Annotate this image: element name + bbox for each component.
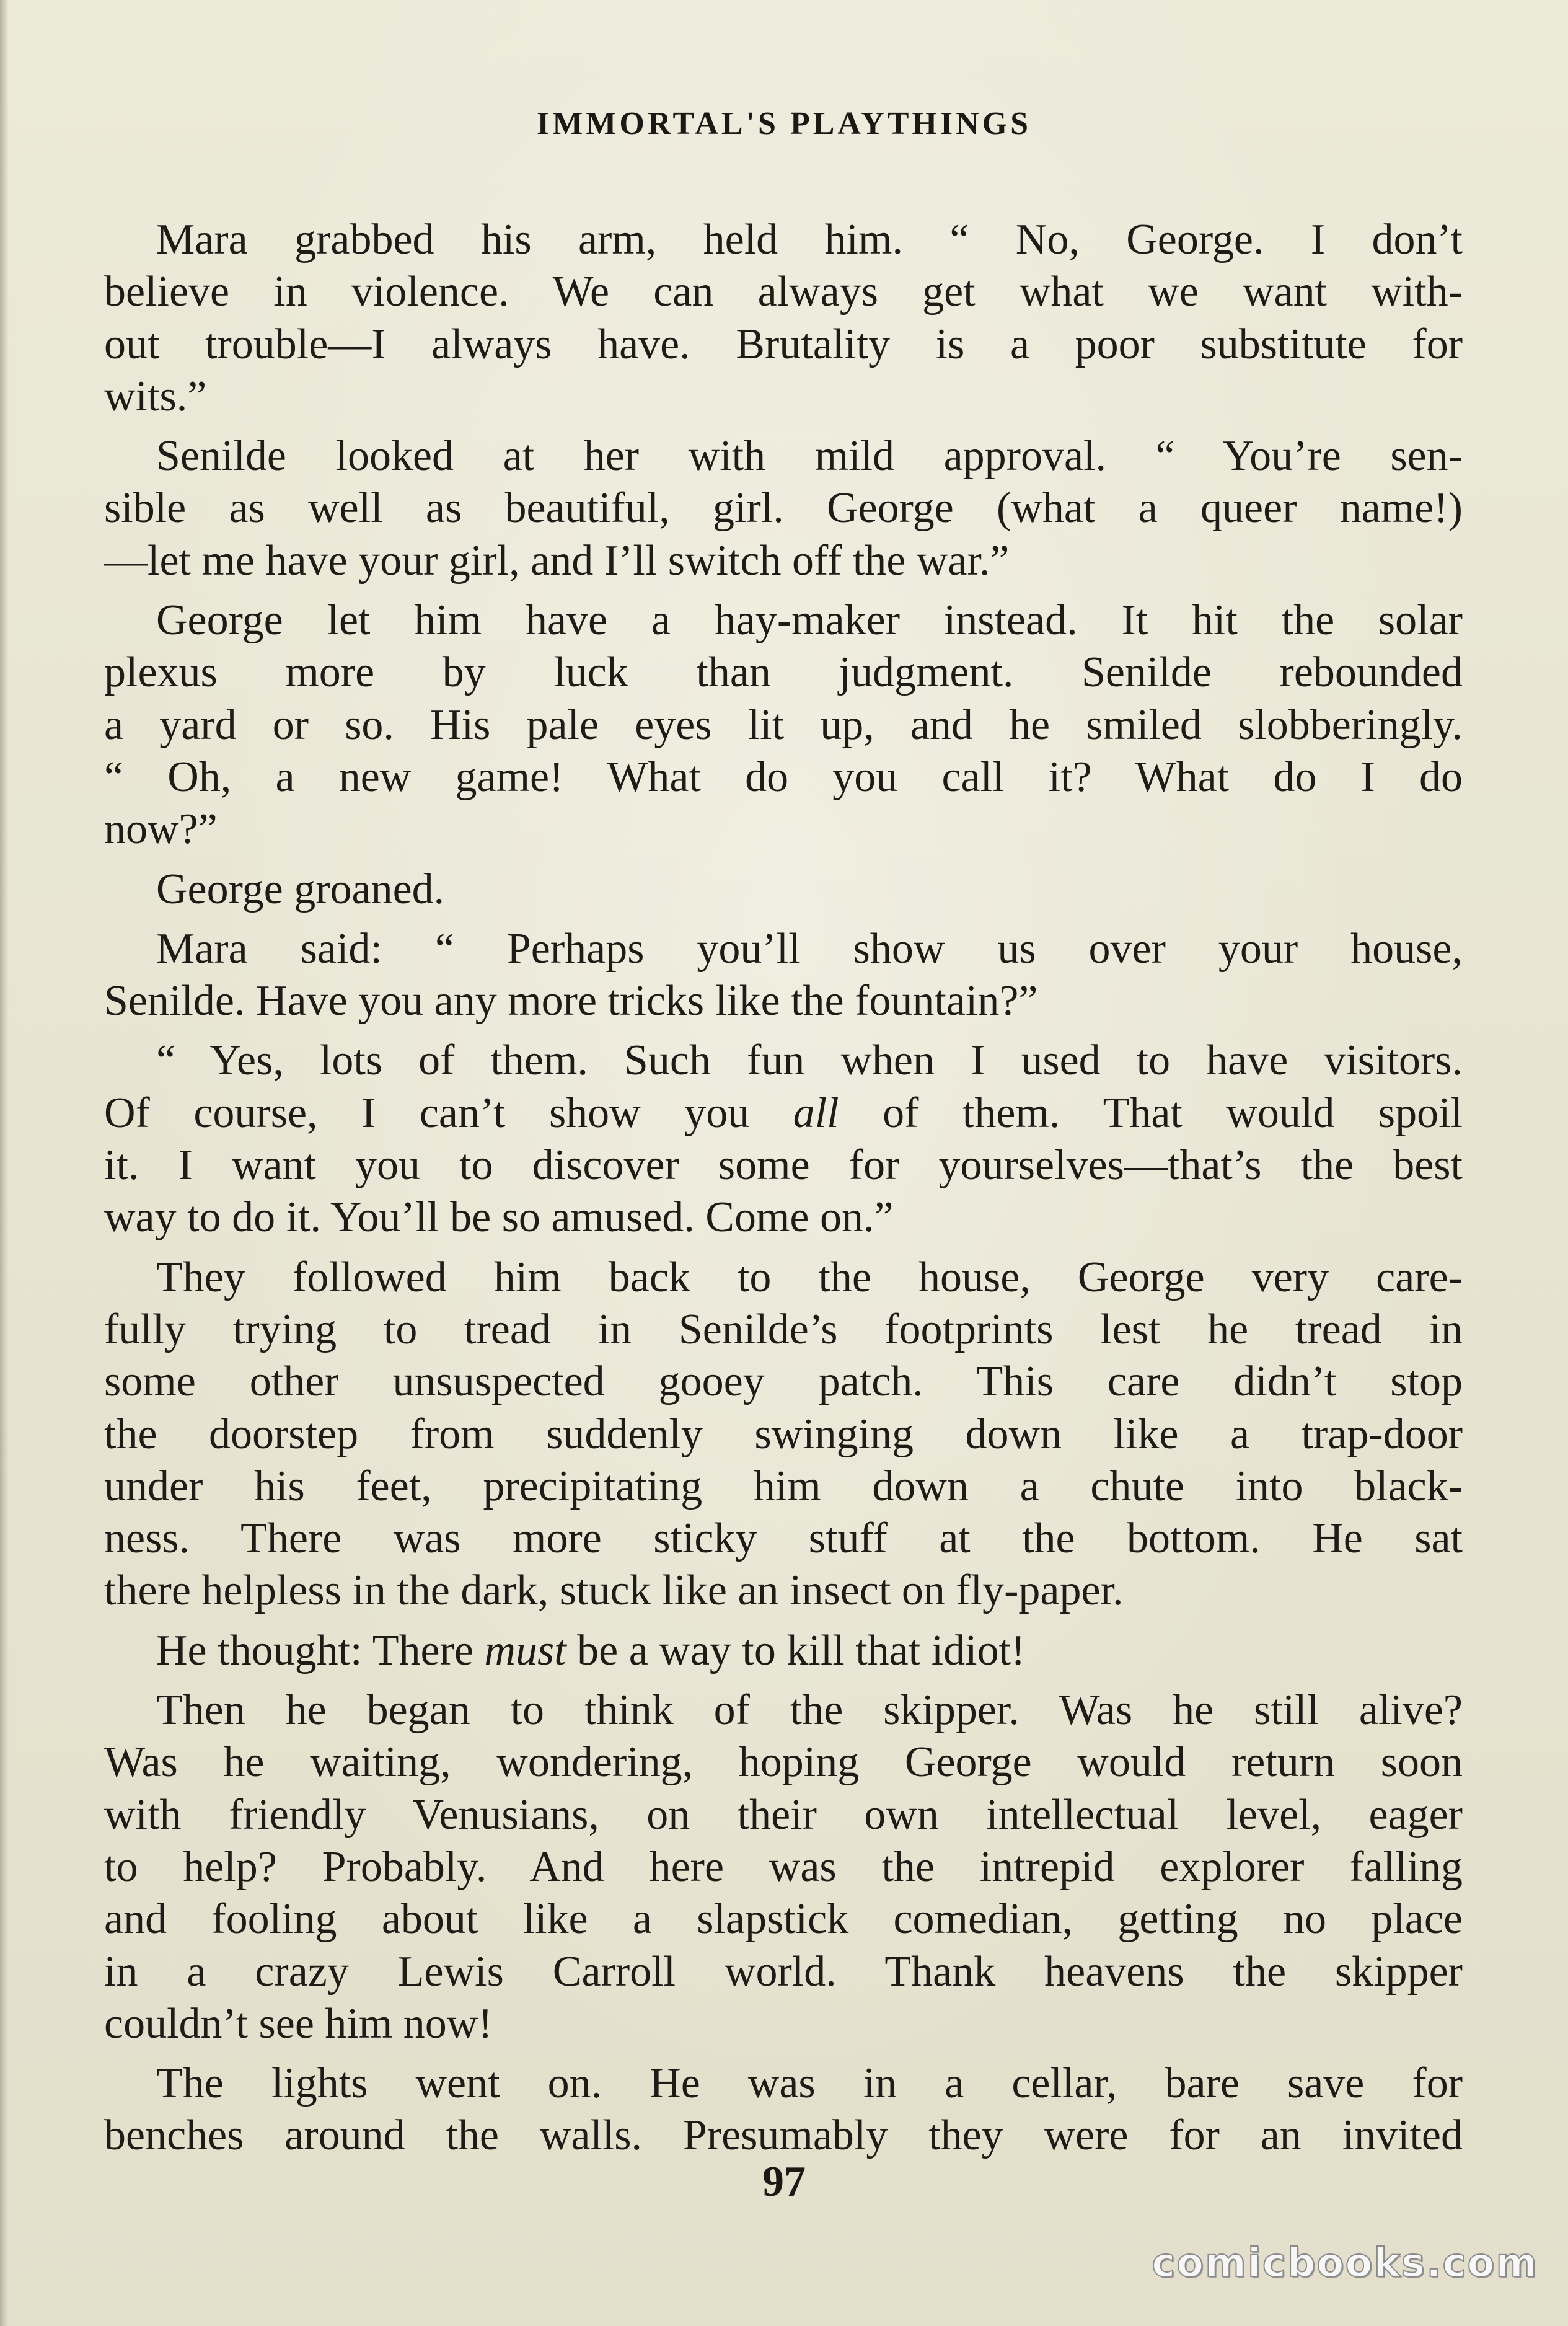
text-line: believe in violence. We can always get what we want with- bbox=[104, 268, 1463, 316]
text-line: “ Yes, lots of them. Such fun when I used to have visitors. bbox=[156, 1037, 1463, 1085]
text-line: with friendly Venusians, on their own intellectual level, eager bbox=[104, 1790, 1463, 1839]
paragraph bbox=[104, 923, 1463, 1028]
text-line: a yard or so. His pale eyes lit up, and he smiled slobberingly. bbox=[104, 701, 1463, 749]
text-line: wits.” bbox=[104, 372, 207, 420]
text-line: now?” bbox=[104, 805, 218, 854]
text-line: in a crazy Lewis Carroll world. Thank heavens the skipper bbox=[104, 1947, 1463, 1996]
running-head: IMMORTAL'S PLAYTHINGS bbox=[536, 106, 1032, 141]
text-line: Was he waiting, wondering, hoping George would return soon bbox=[104, 1738, 1463, 1787]
paragraph bbox=[104, 430, 1463, 587]
text-line: Mara grabbed his arm, held him. “ No, George. I don’t bbox=[156, 216, 1463, 263]
paragraph bbox=[104, 864, 1463, 916]
text-line: Senilde. Have you any more tricks like the fountain?” bbox=[104, 977, 1038, 1025]
text-line: Of course, I can’t show you all of them. That would spoil bbox=[104, 1089, 1463, 1137]
paragraph bbox=[104, 1252, 1463, 1617]
paragraph bbox=[104, 214, 1463, 423]
text-line: and fooling about like a slapstick comedian, getting no place bbox=[104, 1895, 1463, 1943]
text-line: benches around the walls. Presumably they were for an invited bbox=[104, 2112, 1463, 2160]
text-line: “ Oh, a new game! What do you call it? What do I do bbox=[104, 753, 1463, 801]
text-line: to help? Probably. And here was the intrepid explorer falling bbox=[104, 1842, 1463, 1891]
text-line: He thought: There must be a way to kill that idiot! bbox=[156, 1626, 1026, 1674]
body-text bbox=[104, 214, 1463, 2170]
page-number: 97 bbox=[762, 2158, 806, 2206]
text-line: Senilde looked at her with mild approval. “ You’re sen- bbox=[156, 432, 1463, 480]
paragraph bbox=[104, 1625, 1463, 1677]
text-line: way to do it. You’ll be so amused. Come on.” bbox=[104, 1193, 894, 1242]
text-line: some other unsuspected gooey patch. This care didn’t stop bbox=[104, 1358, 1463, 1406]
paragraph bbox=[104, 1684, 1463, 2050]
text-line: sible as well as beautiful, girl. George (what a queer name!) bbox=[104, 484, 1463, 533]
paragraph bbox=[104, 1035, 1463, 1244]
text-line: The lights went on. He was in a cellar, bare save for bbox=[156, 2059, 1463, 2108]
text-line: —let me have your girl, and I’ll switch off the war.” bbox=[104, 536, 1010, 585]
text-line: it. I want you to discover some for yourselves—that’s the best bbox=[104, 1141, 1463, 1190]
text-line: the doorstep from suddenly swinging down like a trap-door bbox=[104, 1410, 1463, 1458]
text-line: plexus more by luck than judgment. Senilde rebounded bbox=[104, 648, 1463, 697]
watermark: comicbooks.com bbox=[1152, 2240, 1538, 2286]
text-line: Mara said: “ Perhaps you’ll show us over your house, bbox=[156, 924, 1463, 973]
text-line: ness. There was more sticky stuff at the bottom. He sat bbox=[104, 1515, 1463, 1563]
text-line: George groaned. bbox=[156, 865, 445, 913]
text-line: out trouble—I always have. Brutality is a poor substitute for bbox=[104, 320, 1463, 368]
text-line: couldn’t see him now! bbox=[104, 1999, 493, 2048]
text-line: Then he began to think of the skipper. Was he still alive? bbox=[156, 1686, 1463, 1735]
text-line: there helpless in the dark, stuck like an insect on fly-paper. bbox=[104, 1567, 1124, 1615]
page-edge-shadow bbox=[0, 0, 9, 2326]
text-line: under his feet, precipitating him down a chute into black- bbox=[104, 1462, 1463, 1510]
text-line: fully trying to tread in Senilde’s footprints lest he tread in bbox=[104, 1305, 1463, 1353]
paragraph bbox=[104, 2058, 1463, 2162]
paragraph bbox=[104, 595, 1463, 856]
text-line: George let him have a hay-maker instead. It hit the solar bbox=[156, 596, 1463, 645]
text-line: They followed him back to the house, George very care- bbox=[156, 1253, 1463, 1301]
